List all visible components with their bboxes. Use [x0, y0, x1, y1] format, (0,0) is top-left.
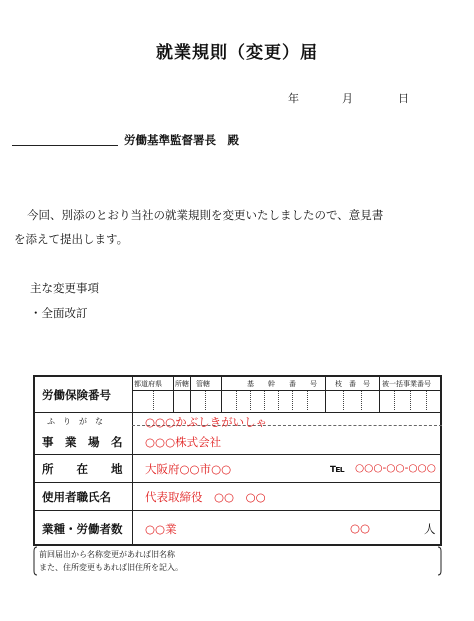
note-line-1: 前回届出から名称変更があれば旧名称 — [39, 550, 175, 559]
col-header-office: 所轄 — [175, 380, 189, 388]
col-header-jurisdiction: 管轄 — [196, 380, 210, 388]
body-line-2: を添えて提出します。 — [14, 232, 129, 246]
addressee: 労働基準監督署長 殿 — [124, 133, 239, 147]
furigana-label: ふ り が な — [47, 417, 103, 426]
tel-value: ○○○-○○-○○○ — [355, 462, 436, 474]
row-divider — [35, 482, 442, 483]
col-divider — [221, 377, 222, 412]
page-title: 就業規則（変更）届 — [156, 43, 318, 63]
tel-label: ℡ — [330, 461, 345, 475]
body-line-1: 今回、別添のとおり当社の就業規則を変更いたしましたので、意見書 — [27, 208, 384, 222]
industry-label: 業種・労働者数 — [42, 522, 123, 536]
row-divider — [35, 510, 442, 511]
col-header-prefecture: 都道府県 — [134, 380, 162, 388]
col-divider — [173, 377, 174, 412]
col-header-branch-number: 枝 番 号 — [335, 380, 370, 388]
col-header-base-number: 基 幹 番 号 — [247, 380, 317, 388]
col-divider — [379, 377, 380, 412]
header-divider — [132, 390, 442, 391]
addressee-blank-line — [12, 145, 118, 146]
row-divider — [35, 454, 442, 455]
employer-value: 代表取締役 ○○ ○○ — [145, 490, 266, 504]
location-label: 所 在 地 — [42, 462, 123, 476]
workers-unit: 人 — [424, 522, 436, 536]
workers-value: ○○ — [350, 521, 371, 535]
row-divider — [35, 412, 442, 413]
insurance-number-label: 労働保険番号 — [42, 388, 111, 402]
date-month: 月 — [342, 92, 353, 105]
note-bracket — [33, 546, 442, 576]
col-header-collective-number: 被一括事業番号 — [382, 380, 431, 388]
industry-value: ○○業 — [145, 522, 177, 536]
business-name-value: ○○○株式会社 — [145, 435, 222, 449]
furigana-value: ○○○かぶしきがいしゃ — [145, 415, 268, 429]
col-divider — [325, 377, 326, 412]
col-divider — [190, 377, 191, 412]
change-heading: 主な変更事項 — [30, 281, 99, 295]
label-divider — [132, 377, 133, 546]
insurance-form-table — [33, 375, 442, 546]
change-item: ・全面改訂 — [30, 306, 88, 320]
date-day: 日 — [398, 92, 409, 105]
location-value: 大阪府○○市○○ — [145, 462, 232, 476]
note-line-2: また、住所変更もあれば旧住所を記入。 — [39, 563, 183, 572]
date-year: 年 — [288, 92, 299, 105]
business-name-label: 事 業 場 名 — [42, 435, 123, 449]
employer-label: 使用者職氏名 — [42, 490, 111, 504]
